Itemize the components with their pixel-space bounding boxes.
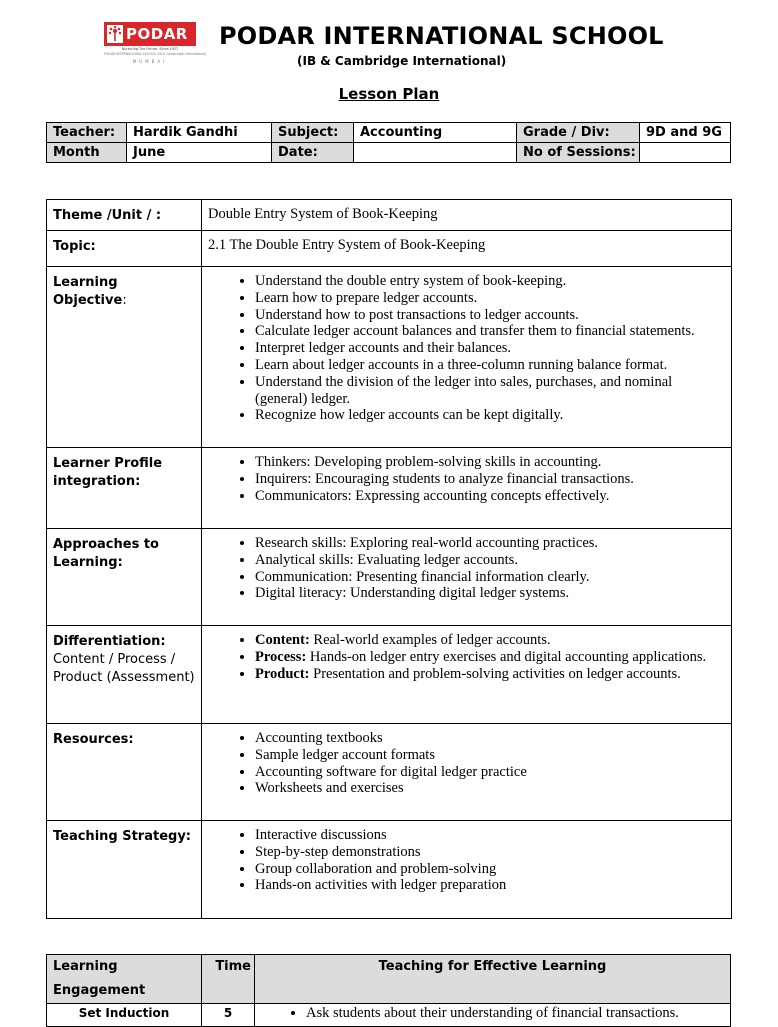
- table-row: [47, 1004, 731, 1027]
- engagement-teaching-list: [255, 1004, 730, 1022]
- differentiation-row: [47, 626, 732, 724]
- resources-label: Resources:: [47, 724, 202, 821]
- logo-tagline: Nurturing The Future. Since 1927: [121, 47, 179, 51]
- sessions-label: No of Sessions:: [517, 143, 640, 163]
- sessions-value: [640, 143, 731, 163]
- lesson-plan-table: [46, 199, 732, 919]
- differentiation-sublabel: Content / Process / Product (Assessment): [53, 652, 195, 685]
- list-item: • Understand how to post transactions to ledger accounts.: [255, 307, 725, 324]
- objective-label: Learning Objective: [53, 275, 123, 308]
- topic-label: Topic:: [47, 231, 202, 267]
- list-item: • Interpret ledger accounts and their balances.: [255, 340, 725, 357]
- approaches-row: [47, 529, 732, 626]
- theme-row: [47, 200, 732, 231]
- list-item: • Learn about ledger accounts in a three-column running balance format.: [255, 357, 725, 374]
- topic-value: 2.1 The Double Entry System of Book-Keeping: [202, 231, 732, 267]
- list-item: [255, 632, 725, 649]
- engagement-time: 5: [202, 1004, 255, 1027]
- time-column-header: Time: [202, 955, 255, 1004]
- list-item: • Step-by-step demonstrations: [255, 844, 725, 861]
- list-item: • Analytical skills: Evaluating ledger accounts.: [255, 552, 725, 569]
- list-item: [255, 649, 725, 666]
- resources-list: [208, 730, 725, 797]
- differentiation-key: Product:: [255, 665, 310, 682]
- list-item: [255, 666, 725, 683]
- objective-label-colon: :: [122, 293, 127, 308]
- list-item: • Interactive discussions: [255, 827, 725, 844]
- theme-label: Theme /Unit / :: [47, 200, 202, 231]
- learner-profile-cell: [202, 448, 732, 529]
- strategy-row: [47, 821, 732, 919]
- list-item: • Communicators: Expressing accounting concepts effectively.: [255, 488, 725, 505]
- differentiation-text: Hands-on ledger entry exercises and digital accounting applications.: [306, 648, 707, 665]
- list-item: • Sample ledger account formats: [255, 747, 725, 764]
- list-item: • Calculate ledger account balances and transfer them to financial statements.: [255, 323, 725, 340]
- list-item: • Hands-on activities with ledger preparation: [255, 877, 725, 894]
- engagement-header-row: [47, 955, 731, 1004]
- month-label: Month: [47, 143, 127, 163]
- objective-list: [208, 273, 725, 424]
- lesson-info-table: [46, 122, 731, 163]
- list-item: • Ask students about their understanding of financial transactions.: [306, 1004, 730, 1022]
- objective-label-cell: [47, 267, 202, 448]
- school-subtitle: (IB & Cambridge International): [297, 54, 507, 68]
- differentiation-label: Differentiation:: [53, 634, 166, 649]
- tree-icon: [107, 25, 123, 43]
- list-item: • Digital literacy: Understanding digital ledger systems.: [255, 585, 725, 602]
- logo-school-line: PODAR INTERNATIONAL SCHOOL (IB & Cambridge International): [104, 52, 207, 56]
- differentiation-key: Content:: [255, 632, 310, 648]
- engagement-column-header: Learning Engagement: [47, 955, 202, 1004]
- date-value: [354, 143, 517, 163]
- grade-label: Grade / Div:: [517, 123, 640, 143]
- subject-label: Subject:: [272, 123, 354, 143]
- list-item: • Accounting software for digital ledger practice: [255, 764, 725, 781]
- document-title: Lesson Plan: [338, 85, 440, 103]
- learner-profile-list: [208, 454, 725, 504]
- resources-row: [47, 724, 732, 821]
- list-item: • Research skills: Exploring real-world accounting practices.: [255, 535, 725, 552]
- list-item: • Thinkers: Developing problem-solving skills in accounting.: [255, 454, 725, 471]
- list-item: • Accounting textbooks: [255, 730, 725, 747]
- logo-wordmark: PODAR: [126, 25, 188, 43]
- topic-row: [47, 231, 732, 267]
- logo-city: MUMBAI: [132, 59, 168, 64]
- list-item: • Understand the double entry system of book-keeping.: [255, 273, 725, 290]
- teacher-label: Teacher:: [47, 123, 127, 143]
- school-logo: [104, 22, 207, 66]
- date-label: Date:: [272, 143, 354, 163]
- teacher-value: Hardik Gandhi: [127, 123, 272, 143]
- differentiation-cell: [202, 626, 732, 724]
- strategy-cell: [202, 821, 732, 919]
- differentiation-list: [208, 632, 725, 682]
- info-row-2: [47, 143, 731, 163]
- engagement-teaching-cell: [255, 1004, 731, 1027]
- list-item: • Worksheets and exercises: [255, 780, 725, 797]
- differentiation-text: Real-world examples of ledger accounts.: [309, 632, 551, 648]
- differentiation-key: Process:: [255, 648, 307, 665]
- list-item: • Communication: Presenting financial information clearly.: [255, 569, 725, 586]
- list-item: • Inquirers: Encouraging students to analyze financial transactions.: [255, 471, 725, 488]
- engagement-stage: Set Induction: [47, 1004, 202, 1027]
- objective-row: [47, 267, 732, 448]
- subject-value: Accounting: [354, 123, 517, 143]
- theme-value: Double Entry System of Book-Keeping: [202, 200, 732, 231]
- approaches-list: [208, 535, 725, 602]
- list-item: • Group collaboration and problem-solving: [255, 861, 725, 878]
- list-item: • Understand the division of the ledger into sales, purchases, and nominal (general) ledger.: [255, 374, 725, 408]
- strategy-list: [208, 827, 725, 894]
- grade-value: 9D and 9G: [640, 123, 731, 143]
- learner-profile-row: [47, 448, 732, 529]
- month-value: June: [127, 143, 272, 163]
- teaching-column-header: Teaching for Effective Learning: [255, 955, 731, 1004]
- info-row-1: [47, 123, 731, 143]
- differentiation-label-cell: [47, 626, 202, 724]
- objective-cell: [202, 267, 732, 448]
- strategy-label: Teaching Strategy:: [47, 821, 202, 919]
- list-item: • Recognize how ledger accounts can be kept digitally.: [255, 407, 725, 424]
- resources-cell: [202, 724, 732, 821]
- differentiation-text: Presentation and problem-solving activities on ledger accounts.: [309, 665, 681, 682]
- logo-banner: [104, 22, 196, 46]
- approaches-cell: [202, 529, 732, 626]
- approaches-label: Approaches to Learning:: [47, 529, 202, 626]
- engagement-table: [46, 954, 731, 1027]
- list-item: • Learn how to prepare ledger accounts.: [255, 290, 725, 307]
- learner-profile-label: Learner Profile integration:: [47, 448, 202, 529]
- school-name: PODAR INTERNATIONAL SCHOOL: [219, 22, 664, 50]
